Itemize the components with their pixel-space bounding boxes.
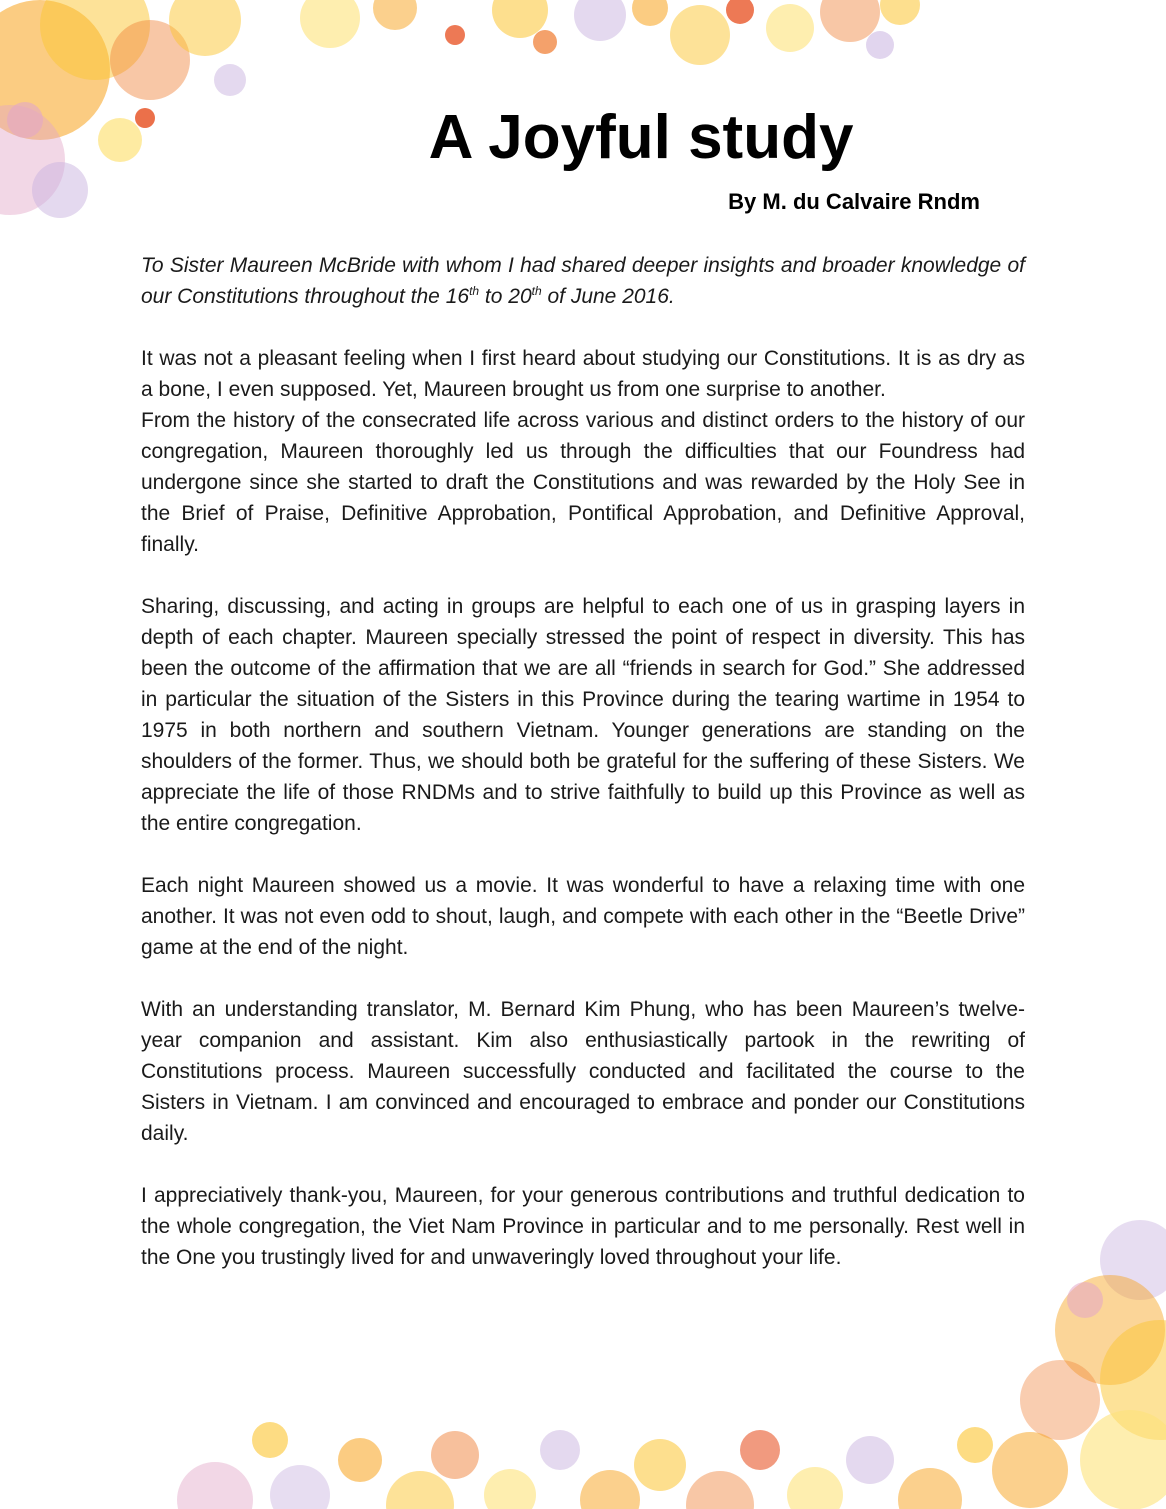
paragraph-3: Sharing, discussing, and acting in groups are helpful to each one of us in grasping layers in depth of each chapter. Maureen specially stressed the point of respect in diversity. This has been the outcome of the affirmation that we are all “friends in search for God.” She addressed in particular the situation of the Sisters in this Province during the tearing wartime in 1954 to 1975 in both northern and southern Vietnam. Younger generations are standing on the shoulders of the former. Thus, we should both be grateful for the suffering of these Sisters. We appreciate the life of those RNDMs and to strive faithfully to build up this Province as well as the entire congregation. (141, 595, 1025, 835)
dedication-sup-2: th (531, 284, 542, 298)
paragraph-1: It was not a pleasant feeling when I first heard about studying our Constitutions. It is as dry as a bone, I even supposed. Yet, Maureen brought us from one surprise to another. (141, 347, 1025, 401)
bottom-bubbles (177, 1422, 993, 1509)
top-right-bubbles (300, 0, 920, 65)
paragraph-2: From the history of the consecrated life across various and distinct orders to the history of our congregation, Maureen thoroughly led us through the difficulties that our Foundress had undergone since she started to draft the Constitutions and was rewarded by the Holy See in the Brief of Praise, Definitive Approbation, Pontifical Approbation, and Definitive Approval, finally. (141, 409, 1025, 556)
dedication-text-3: of June 2016. (541, 285, 675, 308)
author-byline: By M. du Calvaire Rndm (728, 189, 980, 214)
dedication-sup-1: th (469, 284, 480, 298)
paragraph-6: I appreciatively thank-you, Maureen, for your generous contributions and truthful dedication to the whole congregation, the Viet Nam Province in particular and to me personally. Rest well in the One you trustingly lived for and unwaveringly loved throughout your life. (141, 1184, 1025, 1269)
paragraph-4: Each night Maureen showed us a movie. It was wonderful to have a relaxing time with one another. It was not even odd to shout, laugh, and compete with each other in the “Beetle Drive” game at the end of the night. (141, 874, 1025, 959)
dedication (141, 250, 1025, 312)
dedication-text-2: to 20 (479, 285, 532, 308)
paragraph-5: With an understanding translator, M. Bernard Kim Phung, who has been Maureen’s twelve-year companion and assistant. Kim also enthusiastically partook in the rewriting of Constitutions process. Maureen successfully conducted and facilitated the course to the Sisters in Vietnam. I am convinced and encouraged to embrace and ponder our Constitutions daily. (141, 998, 1025, 1145)
article-body (141, 250, 1025, 1304)
page-title: A Joyful study (428, 103, 854, 172)
dedication-text-1: To Sister Maureen McBride with whom I had shared deeper insights and broader knowledge of our Constitutions throughout the 16 (141, 254, 1025, 308)
